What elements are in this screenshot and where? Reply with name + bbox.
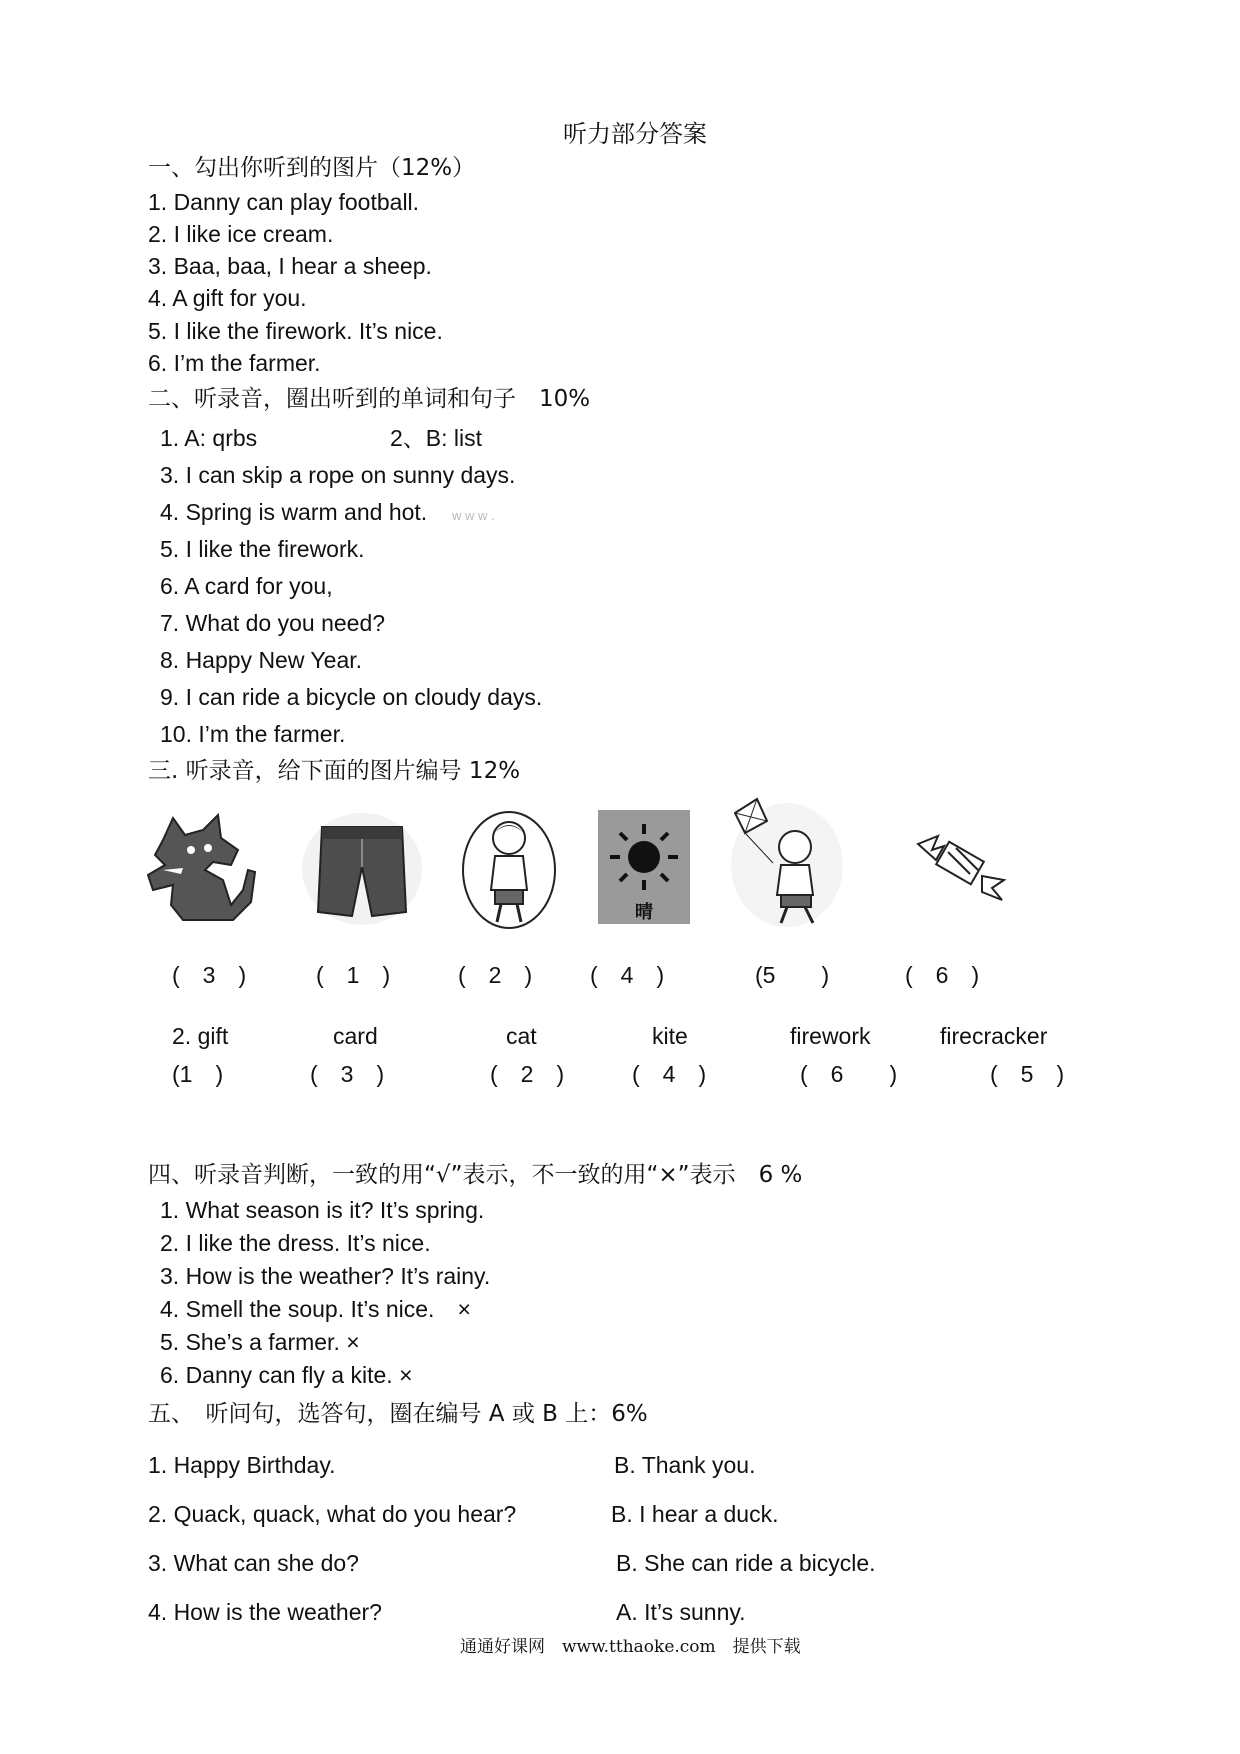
word-answer-4: ( 4 ) bbox=[632, 1061, 707, 1087]
section2-item-5: 5. I like the firework. bbox=[160, 536, 365, 562]
section2-heading: 二、听录音，圈出听到的单词和句子 10% bbox=[148, 386, 591, 412]
section5-answer-2: B. I hear a duck. bbox=[611, 1501, 779, 1527]
picture-answer-5: (5 ) bbox=[755, 962, 830, 988]
picture-answer-3: ( 2 ) bbox=[458, 962, 533, 988]
word-firework: firework bbox=[790, 1023, 871, 1049]
picture-answer-1: ( 3 ) bbox=[172, 962, 247, 988]
section4-item-2: 2. I like the dress. It’s nice. bbox=[160, 1230, 431, 1256]
section2-item-7: 7. What do you need? bbox=[160, 610, 386, 636]
section1-item-5: 5. I like the firework. It’s nice. bbox=[148, 318, 443, 344]
section2-item-4: 4. Spring is warm and hot. bbox=[160, 499, 428, 525]
section5-question-1: 1. Happy Birthday. bbox=[148, 1452, 336, 1478]
word-cat: cat bbox=[506, 1023, 537, 1049]
section5-answer-3: B. She can ride a bicycle. bbox=[616, 1550, 876, 1576]
section5-question-2: 2. Quack, quack, what do you hear? bbox=[148, 1501, 517, 1527]
section4-item-6: 6. Danny can fly a kite. × bbox=[160, 1362, 413, 1388]
word-card: card bbox=[333, 1023, 378, 1049]
sunny-picture bbox=[598, 810, 690, 924]
word-kite: kite bbox=[652, 1023, 688, 1049]
section1-item-2: 2. I like ice cream. bbox=[148, 221, 334, 247]
section5-heading: 五、 听问句，选答句，圈在编号 A 或 B 上：6% bbox=[148, 1401, 648, 1427]
section5-answer-1: B. Thank you. bbox=[614, 1452, 756, 1478]
section1-item-4: 4. A gift for you. bbox=[148, 285, 307, 311]
word-answer-2: ( 3 ) bbox=[310, 1061, 385, 1087]
section2-item-1b: 2、B: list bbox=[390, 425, 483, 451]
footer-source: 通通好课网 www.tthaoke.com 提供下载 bbox=[460, 1637, 801, 1657]
section1-heading: 一、勾出你听到的图片（12%） bbox=[148, 155, 476, 181]
picture-answer-4: ( 4 ) bbox=[590, 962, 665, 988]
section4-item-5: 5. She’s a farmer. × bbox=[160, 1329, 360, 1355]
word-answer-1: (1 ) bbox=[172, 1061, 224, 1087]
section4-item-3: 3. How is the weather? It’s rainy. bbox=[160, 1263, 491, 1289]
word-gift: 2. gift bbox=[172, 1023, 229, 1049]
word-answer-6: ( 5 ) bbox=[990, 1061, 1065, 1087]
section2-item-8: 8. Happy New Year. bbox=[160, 647, 363, 673]
section2-item-10: 10. I’m the farmer. bbox=[160, 721, 346, 747]
page-title: 听力部分答案 bbox=[563, 120, 707, 148]
section4-heading: 四、听录音判断，一致的用“√”表示，不一致的用“×”表示 6 % bbox=[148, 1162, 803, 1188]
section5-question-4: 4. How is the weather? bbox=[148, 1599, 382, 1625]
picture-answer-2: ( 1 ) bbox=[316, 962, 391, 988]
section4-item-1: 1. What season is it? It’s spring. bbox=[160, 1197, 485, 1223]
word-answer-3: ( 2 ) bbox=[490, 1061, 565, 1087]
section4-item-4: 4. Smell the soup. It’s nice. × bbox=[160, 1296, 471, 1322]
wolf-picture bbox=[143, 810, 263, 925]
watermark-text: w w w . bbox=[452, 508, 495, 523]
candy-picture bbox=[910, 826, 1010, 906]
shorts-picture bbox=[300, 812, 425, 927]
sunny-label: 晴 bbox=[635, 902, 653, 923]
picture-answer-6: ( 6 ) bbox=[905, 962, 980, 988]
section2-item-1a: 1. A: qrbs bbox=[160, 425, 258, 451]
section5-answer-4: A. It’s sunny. bbox=[616, 1599, 746, 1625]
girl-skipping-rope-picture bbox=[457, 808, 562, 933]
word-firecracker: firecracker bbox=[940, 1023, 1048, 1049]
section2-item-6: 6. A card for you, bbox=[160, 573, 333, 599]
word-answer-5: ( 6 ) bbox=[800, 1061, 898, 1087]
sun-icon bbox=[598, 810, 690, 900]
boy-with-kite-picture bbox=[725, 795, 845, 930]
section5-question-3: 3. What can she do? bbox=[148, 1550, 359, 1576]
section1-item-6: 6. I’m the farmer. bbox=[148, 350, 321, 376]
section1-item-1: 1. Danny can play football. bbox=[148, 189, 420, 215]
section1-item-3: 3. Baa, baa, I hear a sheep. bbox=[148, 253, 432, 279]
section2-item-3: 3. I can skip a rope on sunny days. bbox=[160, 462, 516, 488]
section3-heading: 三. 听录音，给下面的图片编号 12% bbox=[148, 758, 521, 784]
section2-item-9: 9. I can ride a bicycle on cloudy days. bbox=[160, 684, 543, 710]
